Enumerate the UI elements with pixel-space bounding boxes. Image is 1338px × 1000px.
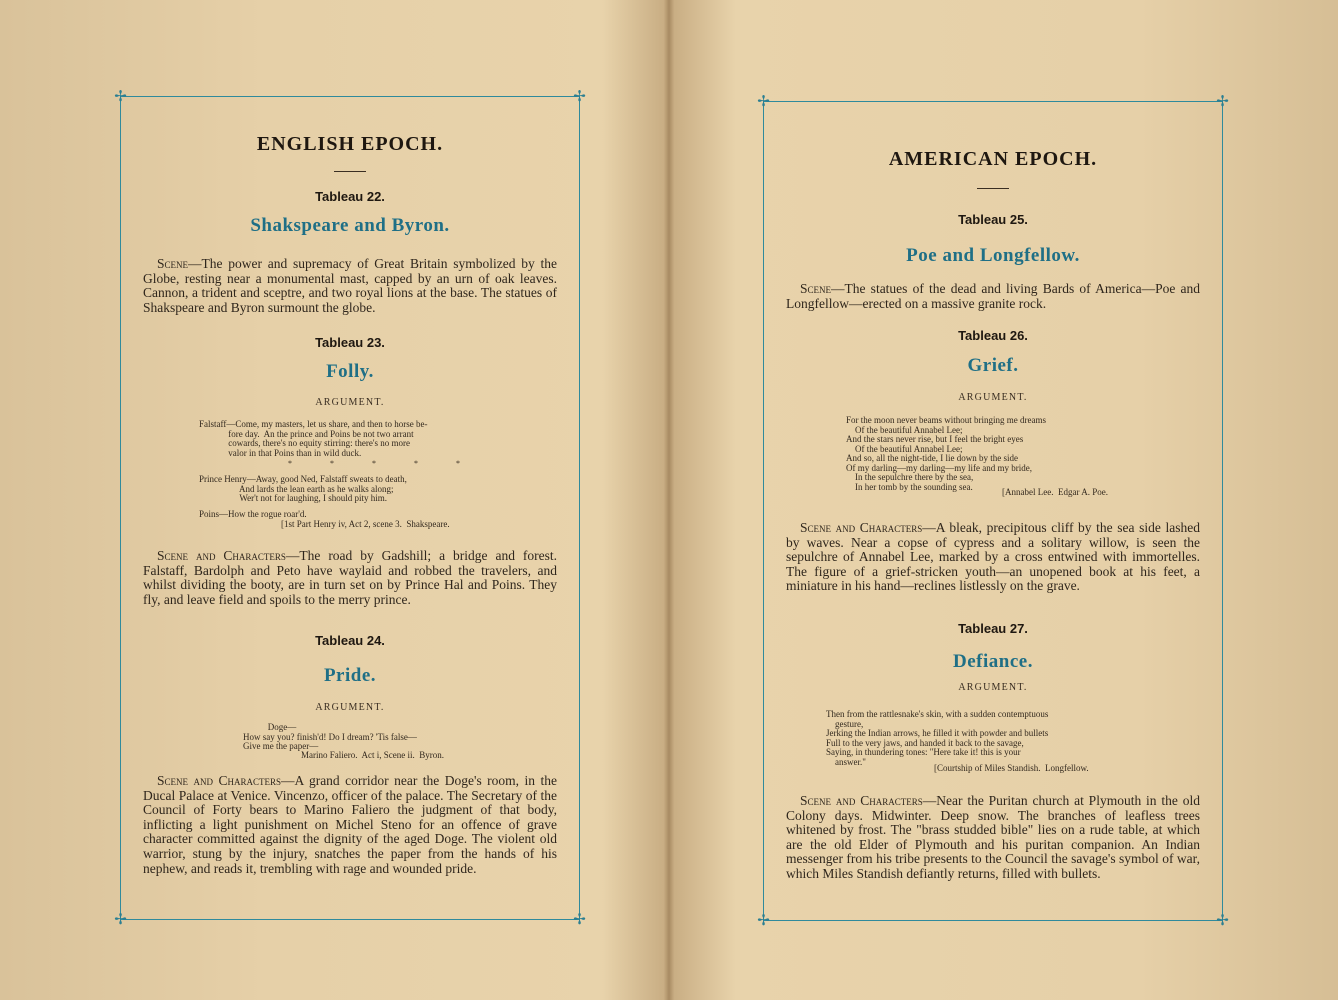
corner-ornament-icon: ✢	[573, 87, 586, 105]
scene-text: —The power and supremacy of Great Britain symbolized by the Globe, resting near a monumental mast, capped by an urn of oak leaves. Cannon, a trident and sceptre, and two royal lions at the base. The statues of Shakspeare and Byron surmount the globe.	[143, 256, 557, 315]
scene-label: Scene and Characters	[157, 548, 286, 563]
left-page	[0, 0, 668, 1000]
argument-label: ARGUMENT.	[315, 702, 385, 713]
verse-stars: * * * * *	[288, 459, 478, 468]
epoch-heading: AMERICAN EPOCH.	[888, 148, 1098, 170]
verse-citation: [Annabel Lee. Edgar A. Poe.	[1002, 487, 1108, 497]
verse-citation: [1st Part Henry iv, Act 2, scene 3. Shakspeare.	[281, 519, 450, 529]
corner-ornament-icon: ✢	[757, 92, 770, 110]
scene-label: Scene and Characters	[800, 793, 923, 808]
scene-label: Scene and Characters	[800, 520, 923, 535]
left-border-frame	[114, 87, 586, 928]
scene-paragraph	[786, 794, 1200, 882]
corner-ornament-icon: ✢	[757, 911, 770, 929]
argument-label: ARGUMENT.	[958, 392, 1028, 403]
tableau-number: Tableau 22.	[315, 189, 385, 204]
tableau-number: Tableau 25.	[958, 212, 1028, 227]
corner-ornament-icon: ✢	[114, 910, 127, 928]
verse-prince-henry: Prince Henry—Away, good Ned, Falstaff sweats to death, And lards the lean earth as he walks along; Wer't not for laughing, I should pity him.	[199, 474, 407, 503]
right-page	[670, 0, 1338, 1000]
scene-text: —A bleak, precipitous cliff by the sea side lashed by waves. Near a copse of cypress and a solitary willow, is seen the sepulchre of Annabel Lee, marked by a cross entwined with immortelles. The figure of a grief-stricken youth—an unopened book at his feet, a miniature in his hand—reclines listlessly on the grave.	[786, 520, 1200, 594]
argument-label: ARGUMENT.	[958, 682, 1028, 693]
argument-label: ARGUMENT.	[315, 397, 385, 408]
scene-text: —The statues of the dead and living Bards of America—Poe and Longfellow—erected on a massive granite rock.	[786, 281, 1200, 311]
scene-paragraph	[143, 257, 557, 315]
scene-paragraph	[143, 774, 557, 876]
scene-label: Scene	[157, 256, 189, 271]
scene-label: Scene	[800, 281, 832, 296]
verse-doge: Doge— How say you? finish'd! Do I dream? 'Tis false— Give me the paper—	[243, 722, 417, 751]
verse-falstaff: Falstaff—Come, my masters, let us share, and then to horse be- fore day. An the prince and Poins be not two arrant cowards, there's no equity stirring: there's no more valor in that Poins than in wild duck.	[199, 419, 428, 458]
verse-annabel-lee: For the moon never beams without bringing me dreams Of the beautiful Annabel Lee; And the stars never rise, but I feel the bright eyes Of the beautiful Annabel Lee; And so, all the night-tide, I lie down by the side Of my darling—my darling—my life and my bride, In the sepulchre there by the sea, In her tomb by the sounding sea.	[846, 415, 1046, 492]
verse-miles-standish: Then from the rattlesnake's skin, with a sudden contemptuous gesture, Jerking the Indian arrows, he filled it with powder and bullets Full to the very jaws, and handed it back to the savage, Saying, in thundering tones: "Here take it! this is your answer."	[826, 709, 1049, 767]
tableau-number: Tableau 27.	[958, 621, 1028, 636]
tableau-number: Tableau 23.	[315, 335, 385, 350]
corner-ornament-icon: ✢	[114, 87, 127, 105]
verse-poins: Poins—How the rogue roar'd.	[199, 509, 307, 519]
tableau-number: Tableau 24.	[315, 633, 385, 648]
scene-label: Scene and Characters	[157, 773, 281, 788]
heading-rule	[977, 188, 1009, 189]
tableau-title: Shakspeare and Byron.	[250, 215, 450, 236]
scene-text: —A grand corridor near the Doge's room, in the Ducal Palace at Venice. Vincenzo, officer of the palace. The Secretary of the Council of Forty bears to Marino Faliero the judgment of that body, inflicting a light punishment on Michel Steno for an offence of grave character committed against the dignity of the aged Doge. The violent old warrior, stung by the injury, snatches the paper from the hands of his nephew, and reads it, trembling with rage and wounded pride.	[143, 773, 557, 876]
verse-citation: [Courtship of Miles Standish. Longfellow.	[934, 763, 1089, 773]
scene-paragraph	[786, 282, 1200, 311]
verse-citation: Marino Faliero. Act i, Scene ii. Byron.	[301, 750, 444, 760]
tableau-title: Defiance.	[953, 651, 1033, 672]
corner-ornament-icon: ✢	[573, 910, 586, 928]
scene-text: —Near the Puritan church at Plymouth in the old Colony days. Midwinter. Deep snow. The branches of leafless trees whitened by frost. The "brass studded bible" lies on a rude table, at which are the old Elder of Plymouth and his puritan companion. An Indian messenger from his tribe presents to the Council the savage's symbol of war, which Miles Standish defiantly returns, filled with bullets.	[786, 793, 1200, 881]
right-border-frame	[757, 92, 1229, 929]
tableau-title: Pride.	[323, 665, 377, 686]
tableau-title: Grief.	[967, 355, 1019, 376]
scene-text: —The road by Gadshill; a bridge and forest. Falstaff, Bardolph and Peto have waylaid and robbed the travelers, and whilst dividing the booty, are in turn set on by Prince Hal and Poins. They fly, and leave field and spoils to the merry prince.	[143, 548, 557, 607]
corner-ornament-icon: ✢	[1216, 92, 1229, 110]
tableau-title: Folly.	[326, 361, 374, 382]
tableau-title: Poe and Longfellow.	[906, 245, 1080, 266]
scene-paragraph	[143, 549, 557, 607]
heading-rule	[334, 171, 366, 172]
epoch-heading: ENGLISH EPOCH.	[256, 133, 444, 155]
scene-paragraph	[786, 521, 1200, 594]
tableau-number: Tableau 26.	[958, 328, 1028, 343]
corner-ornament-icon: ✢	[1216, 911, 1229, 929]
